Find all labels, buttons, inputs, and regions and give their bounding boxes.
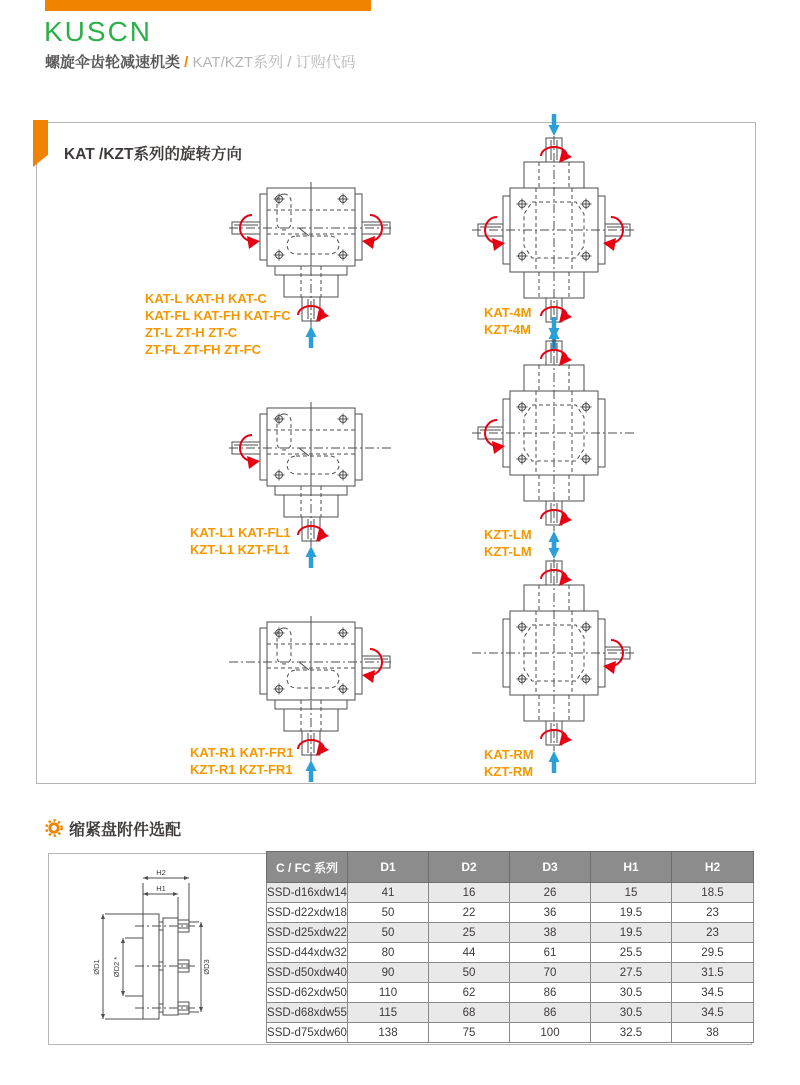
label-line: KAT-FL KAT-FH KAT-FC (145, 308, 291, 323)
subtitle-order-code: 订购代码 (295, 54, 356, 71)
cell-h1: 25.5 (591, 943, 672, 963)
dim-label-h2: H2 (156, 868, 166, 877)
label-line: ZT-L ZT-H ZT-C (145, 325, 238, 340)
table-row (267, 963, 754, 983)
table-row (267, 1023, 754, 1043)
accessory-section-title: 缩紧盘附件选配 (69, 822, 182, 839)
cell-h1: 19.5 (591, 903, 672, 923)
cell-h2: 34.5 (672, 1003, 754, 1023)
cell-d2: 16 (429, 883, 510, 903)
cell-d1: 138 (348, 1023, 429, 1043)
label-line: KZT-RM (484, 764, 534, 779)
cell-series: SSD-d25xdw22 (267, 923, 348, 943)
rotation-section-title: KAT /KZT系列的旋转方向 (64, 146, 242, 163)
cell-d1: 110 (348, 983, 429, 1003)
diagram-labels-kat-rm (484, 746, 534, 780)
accessory-table (266, 851, 754, 1043)
cell-d3: 26 (510, 883, 591, 903)
cell-d2: 22 (429, 903, 510, 923)
dim-label-d2: ØD2 * (112, 956, 121, 978)
label-line: KZT-R1 KZT-FR1 (190, 762, 293, 777)
cell-d1: 80 (348, 943, 429, 963)
subtitle-category: 螺旋伞齿轮减速机类 (45, 54, 181, 71)
cell-d3: 61 (510, 943, 591, 963)
col-header-d3: D3 (510, 852, 591, 883)
label-line: KAT-L1 KAT-FL1 (190, 525, 291, 540)
subtitle-slash-2: / (283, 54, 296, 71)
cell-d3: 70 (510, 963, 591, 983)
diagram-labels-kat-4m (484, 304, 531, 338)
col-header-h2: H2 (672, 852, 754, 883)
label-line: KZT-4M (484, 322, 531, 337)
label-line: KZT-L1 KZT-FL1 (190, 542, 290, 557)
cell-d2: 44 (429, 943, 510, 963)
cell-d1: 50 (348, 903, 429, 923)
table-row (267, 923, 754, 943)
gearbox-diagram-kzt-lm (464, 315, 644, 555)
gear-icon (44, 818, 64, 838)
table-row (267, 903, 754, 923)
cell-d2: 50 (429, 963, 510, 983)
cell-series: SSD-d50xdw40 (267, 963, 348, 983)
col-header-series: C / FC 系列 (267, 852, 348, 883)
diagram-labels-kat-l (145, 290, 291, 358)
diagram-labels-kzt-lm (484, 526, 532, 560)
col-header-h1: H1 (591, 852, 672, 883)
label-line: KZT-LM (484, 544, 532, 559)
cell-series: SSD-d22xdw18 (267, 903, 348, 923)
col-header-d1: D1 (348, 852, 429, 883)
table-row (267, 983, 754, 1003)
label-line: KAT-4M (484, 305, 532, 320)
label-line: KAT-L KAT-H KAT-C (145, 291, 267, 306)
cell-h2: 23 (672, 923, 754, 943)
shrink-disc-drawing (61, 859, 261, 1037)
label-line: KAT-R1 KAT-FR1 (190, 745, 294, 760)
table-row (267, 943, 754, 963)
cell-d2: 25 (429, 923, 510, 943)
diagram-labels-kat-r1 (190, 744, 294, 778)
cell-h2: 23 (672, 903, 754, 923)
table-row (267, 1003, 754, 1023)
cell-series: SSD-d75xdw60 (267, 1023, 348, 1043)
dim-label-h1: H1 (156, 884, 166, 893)
subtitle-series: KAT/KZT系列 (192, 54, 284, 71)
cell-d1: 90 (348, 963, 429, 983)
accessory-table-head (267, 852, 754, 883)
cell-d2: 62 (429, 983, 510, 1003)
cell-h2: 38 (672, 1023, 754, 1043)
page-subtitle (45, 51, 356, 72)
gearbox-diagram-kat-rm (464, 535, 644, 775)
cell-series: SSD-d44xdw32 (267, 943, 348, 963)
accessory-table-body (267, 883, 754, 1043)
cell-d1: 50 (348, 923, 429, 943)
cell-d3: 100 (510, 1023, 591, 1043)
cell-series: SSD-d62xdw50 (267, 983, 348, 1003)
cell-series: SSD-d68xdw55 (267, 1003, 348, 1023)
cell-d3: 36 (510, 903, 591, 923)
cell-h2: 34.5 (672, 983, 754, 1003)
cell-d1: 41 (348, 883, 429, 903)
table-row (267, 883, 754, 903)
table-header-row (267, 852, 754, 883)
cell-d3: 86 (510, 983, 591, 1003)
cell-d3: 38 (510, 923, 591, 943)
cell-d3: 86 (510, 1003, 591, 1023)
col-header-d2: D2 (429, 852, 510, 883)
cell-h1: 19.5 (591, 923, 672, 943)
dim-label-d1: ØD1 (92, 959, 101, 975)
cell-d2: 68 (429, 1003, 510, 1023)
cell-series: SSD-d16xdw14 (267, 883, 348, 903)
cell-h2: 31.5 (672, 963, 754, 983)
cell-h2: 29.5 (672, 943, 754, 963)
cell-d2: 75 (429, 1023, 510, 1043)
cell-h1: 30.5 (591, 983, 672, 1003)
header-accent-bar (45, 0, 371, 11)
subtitle-slash-1: / (180, 54, 193, 71)
cell-h1: 32.5 (591, 1023, 672, 1043)
diagram-labels-kat-l1 (190, 524, 291, 558)
cell-d1: 115 (348, 1003, 429, 1023)
label-line: KZT-LM (484, 527, 532, 542)
brand-logo: KUSCN (44, 16, 153, 47)
cell-h2: 18.5 (672, 883, 754, 903)
label-line: KAT-RM (484, 747, 534, 762)
cell-h1: 27.5 (591, 963, 672, 983)
cell-h1: 30.5 (591, 1003, 672, 1023)
cell-h1: 15 (591, 883, 672, 903)
label-line: ZT-FL ZT-FH ZT-FC (145, 342, 262, 357)
rotation-direction-panel (36, 122, 756, 784)
dim-label-d3: ØD3 (202, 959, 211, 975)
